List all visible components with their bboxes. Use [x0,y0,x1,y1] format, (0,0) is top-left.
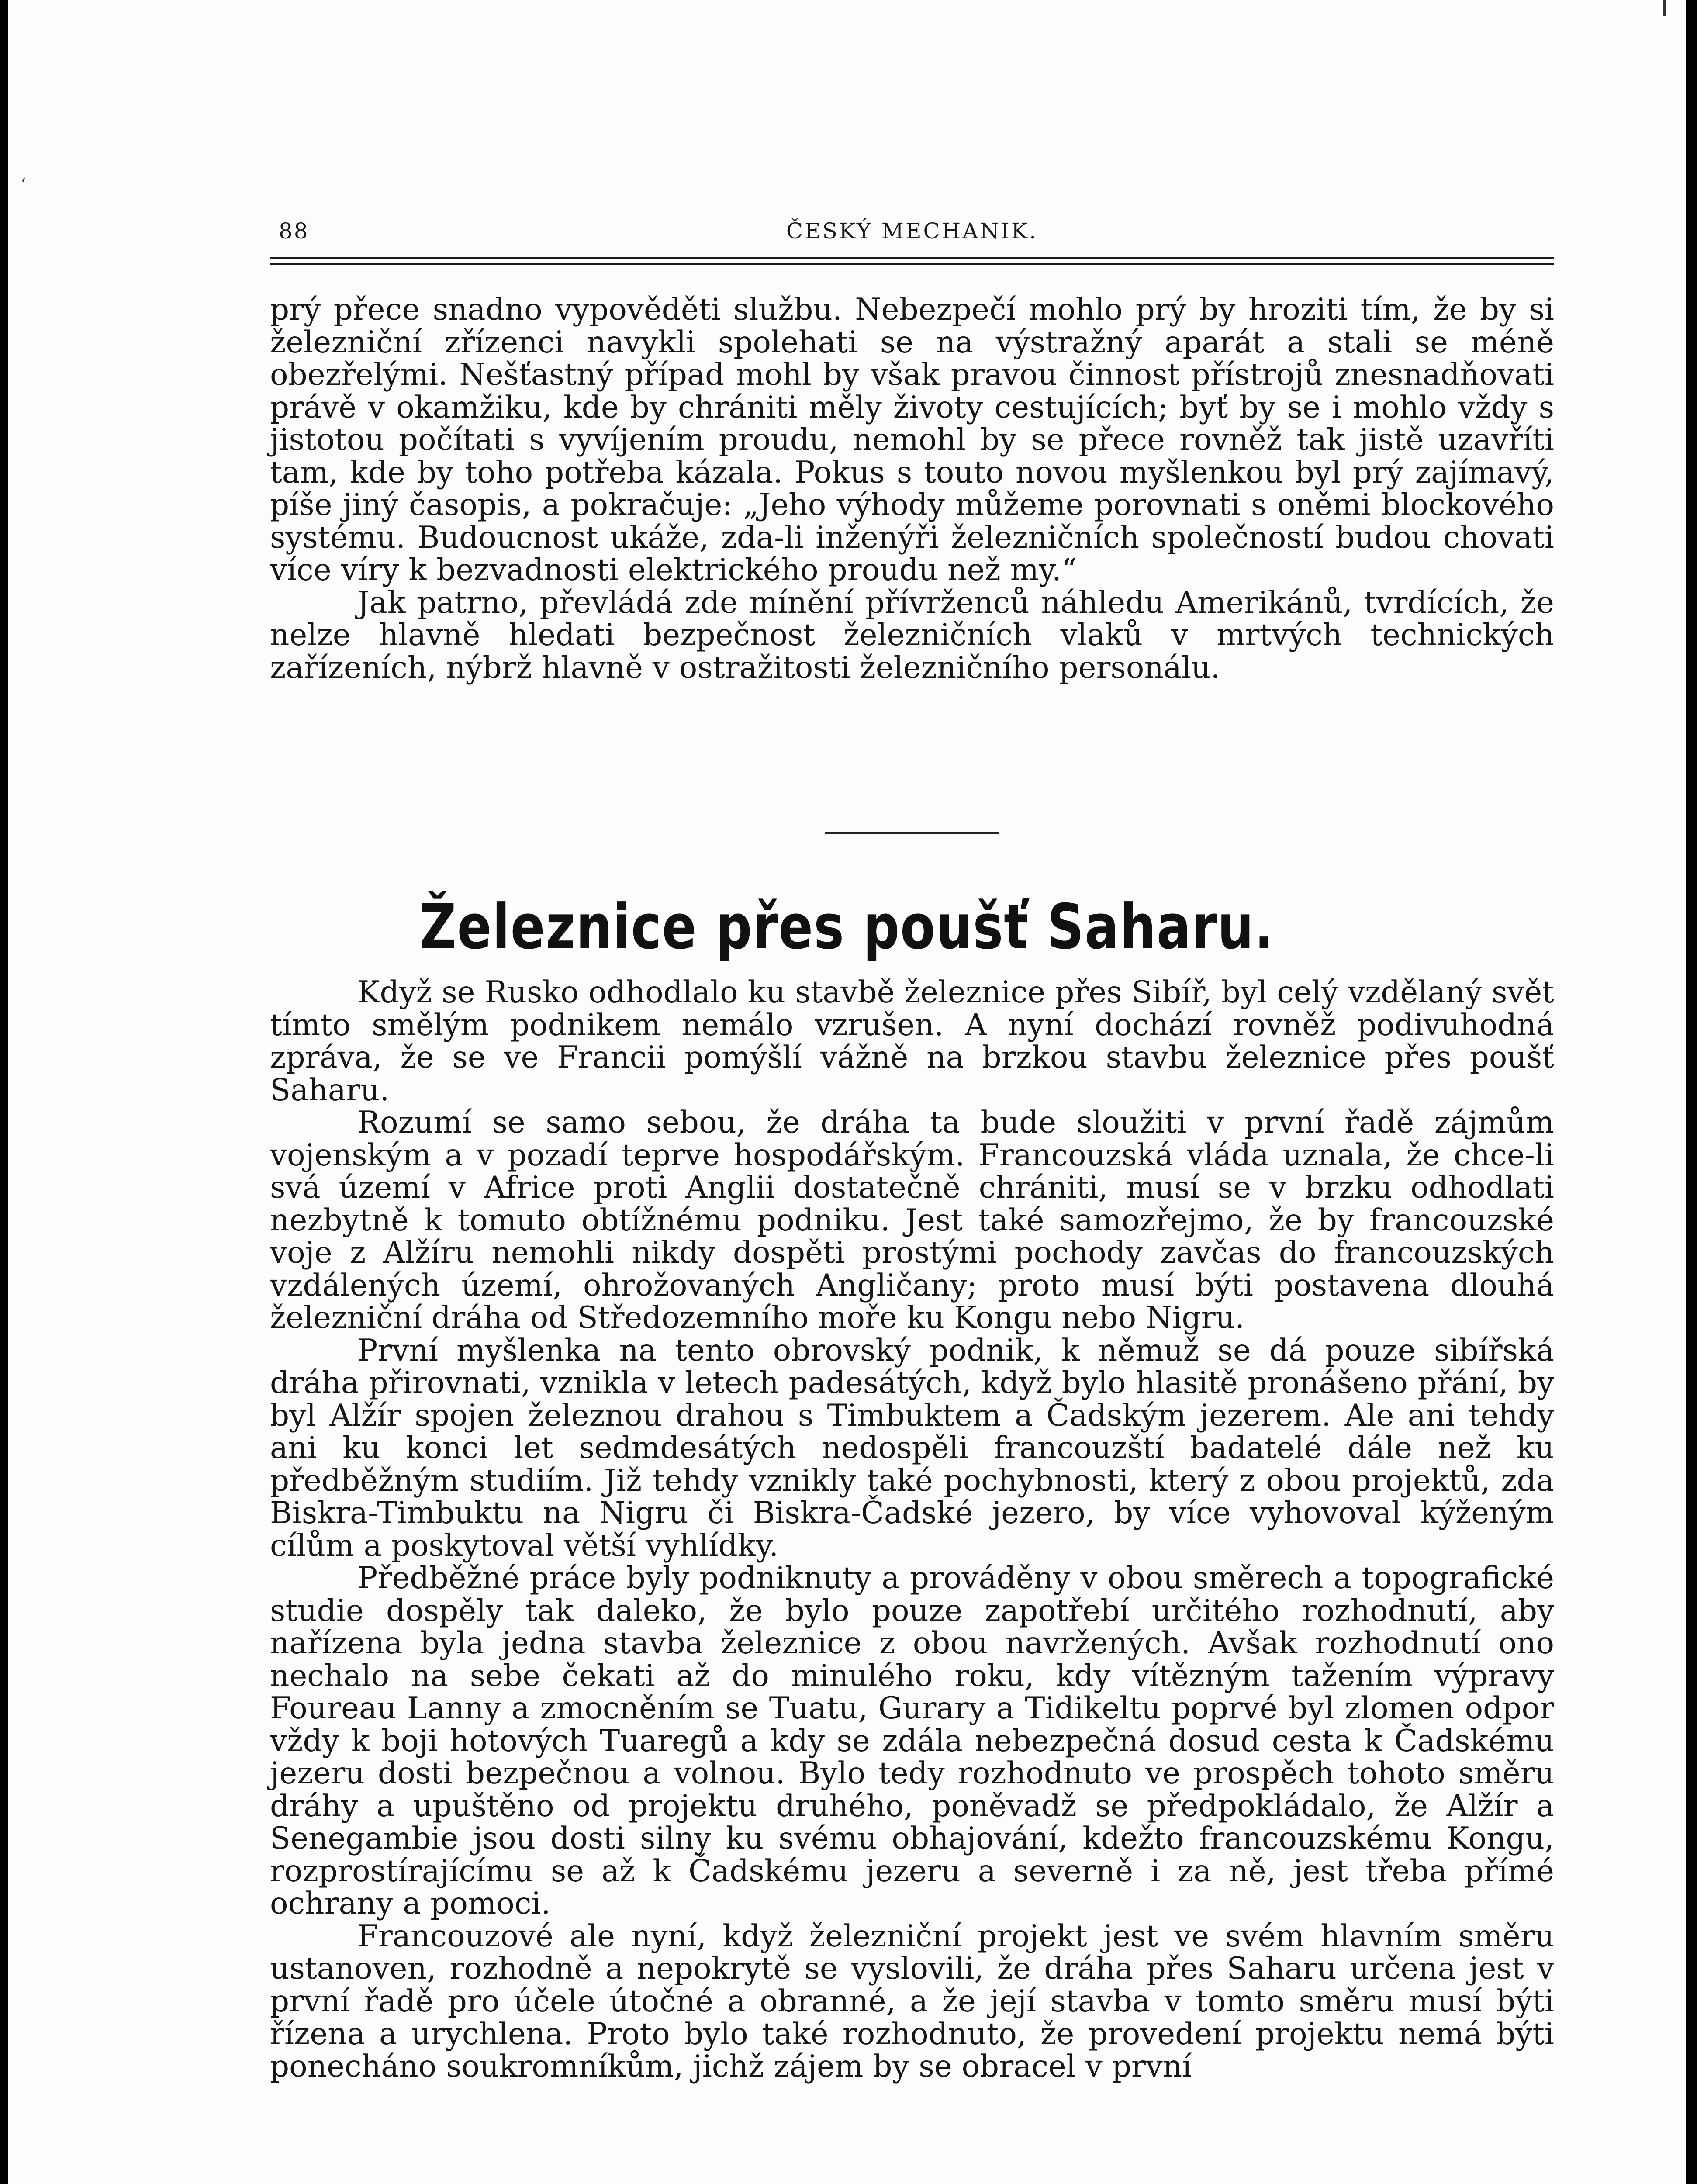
paragraph: První myšlenka na tento obrovský podnik, k němuž se dá pouze sibířská dráha přirovnati, vznikla v letech padesátých, když bylo hlasitě pronášeno přání, by byl Alžír spojen železnou drahou s Timbuktem a Čadským jezerem. Ale ani tehdy ani ku konci let sedmdesátých nedospěli francouzští badatelé dále než ku předběžným studiím. Již tehdy vznikly také pochybnosti, který z obou projektů, zda Biskra-Timbuktu na Nigru či Biskra-Čadské jezero, by více vyhovoval kýženým cílům a poskytoval větší vyhlídky. [270,1333,1554,1563]
page-number: 88 [279,218,309,244]
paragraph: prý přece snadno vypověděti službu. Nebezpečí mohlo prý by hroziti tím, že by si železniční zřízenci navykli spolehati se na výstražný aparát a stali se méně obezřelými. Nešťastný případ mohl by však pravou činnost přístrojů znesnadňovati právě v okamžiku, kde by chrániti měly životy cestujících; byť by se i mohlo vždy s jistotou počítati s vyvíjením proudu, nemohl by se přece rovněž tak jistě uzavříti tam, kde by toho potřeba kázala. Pokus s touto novou myšlenkou byl prý zajímavý, píše jiný časopis, a pokračuje: „Jeho výhody můžeme porovnati s oněmi blockového systému. Budoucnost ukáže, zda-li inženýři železničních společností budou chovati více víry k bezvadnosti elektrického proudu než my.“ [270,292,1554,588]
paragraph: Francouzové ale nyní, když železniční projekt jest ve svém hlavním směru ustanoven, rozhodně a nepokrytě se vyslovili, že dráha přes Saharu určena jest v první řadě pro účele útočné a obranné, a že její stavba v tomto směru musí býti řízena a urychlena. Proto bylo také rozhodnuto, že provedení projektu nemá býti ponecháno soukromníkům, jichž zájem by se obracel v první [270,1918,1554,2084]
article-body [270,976,1554,2083]
paragraph: Když se Rusko odhodlalo ku stavbě železnice přes Sibíř, byl celý vzdělaný svět tímto smělým podnikem nemálo vzrušen. A nyní dochází rovněž podivuhodná zpráva, že se ve Francii pomýšlí vážně na brzkou stavbu železnice přes poušť Saharu. [270,975,1554,1108]
section-separator [825,832,999,834]
continued-article [270,294,1554,684]
article-title: Železnice přes poušť Saharu. [419,891,1275,963]
scanned-page [8,0,1686,2184]
paragraph: Předběžné práce byly podniknuty a prováděny v obou směrech a topografické studie dospěly tak daleko, že bylo pouze zapotřebí určitého rozhodnutí, aby nařízena byla jedna stavba železnice z obou navržených. Avšak rozhodnutí ono nechalo na sebe čekati až do minulého roku, kdy vítězným tažením výpravy Foureau Lanny a zmocněním se Tuatu, Gurary a Tidikeltu poprvé byl zlomen odpor vždy k boji hotových Tuaregů a kdy se zdála nebezpečná dosud cesta k Čadskému jezeru dosti bezpečnou a volnou. Bylo tedy rozhodnuto ve prospěch tohoto směru dráhy a upuštěno od projektu druhého, poněvadž se předpokládalo, že Alžír a Senegambie jsou dosti silny ku svému obhajování, kdežto francouzskému Kongu, rozprostírajícímu se až k Čadskému jezeru a severně i za ně, jest třeba přímé ochrany a pomoci. [270,1561,1554,1921]
running-header [270,218,1554,249]
scan-mark [1663,0,1666,16]
paragraph: Rozumí se samo sebou, že dráha ta bude sloužiti v první řadě zájmům vojenským a v pozadí teprve hospodářským. Francouzská vláda uznala, že chce-li svá území v Africe proti Anglii dostatečně chrániti, musí se v brzku odhodlati nezbytně k tomuto obtížnému podniku. Jest také samozřejmo, že by francouzské voje z Alžíru nemohli nikdy dospěti prostými pochody zavčas do francouzských vzdálených území, ohrožovaných Angličany; proto musí býti postavena dlouhá železniční dráha od Středozemního moře ku Kongu nebo Nigru. [270,1105,1554,1336]
paragraph: Jak patrno, převládá zde mínění přívrženců náhledu Amerikánů, tvrdících, že nelze hlavně hledati bezpečnost železničních vlaků v mrtvých technických zařízeních, nýbrž hlavně v ostražitosti železničního personálu. [270,585,1554,685]
header-double-rule [270,257,1554,265]
journal-title: ČESKÝ MECHANIK. [786,218,1038,244]
margin-mark: ‘ [21,175,27,195]
